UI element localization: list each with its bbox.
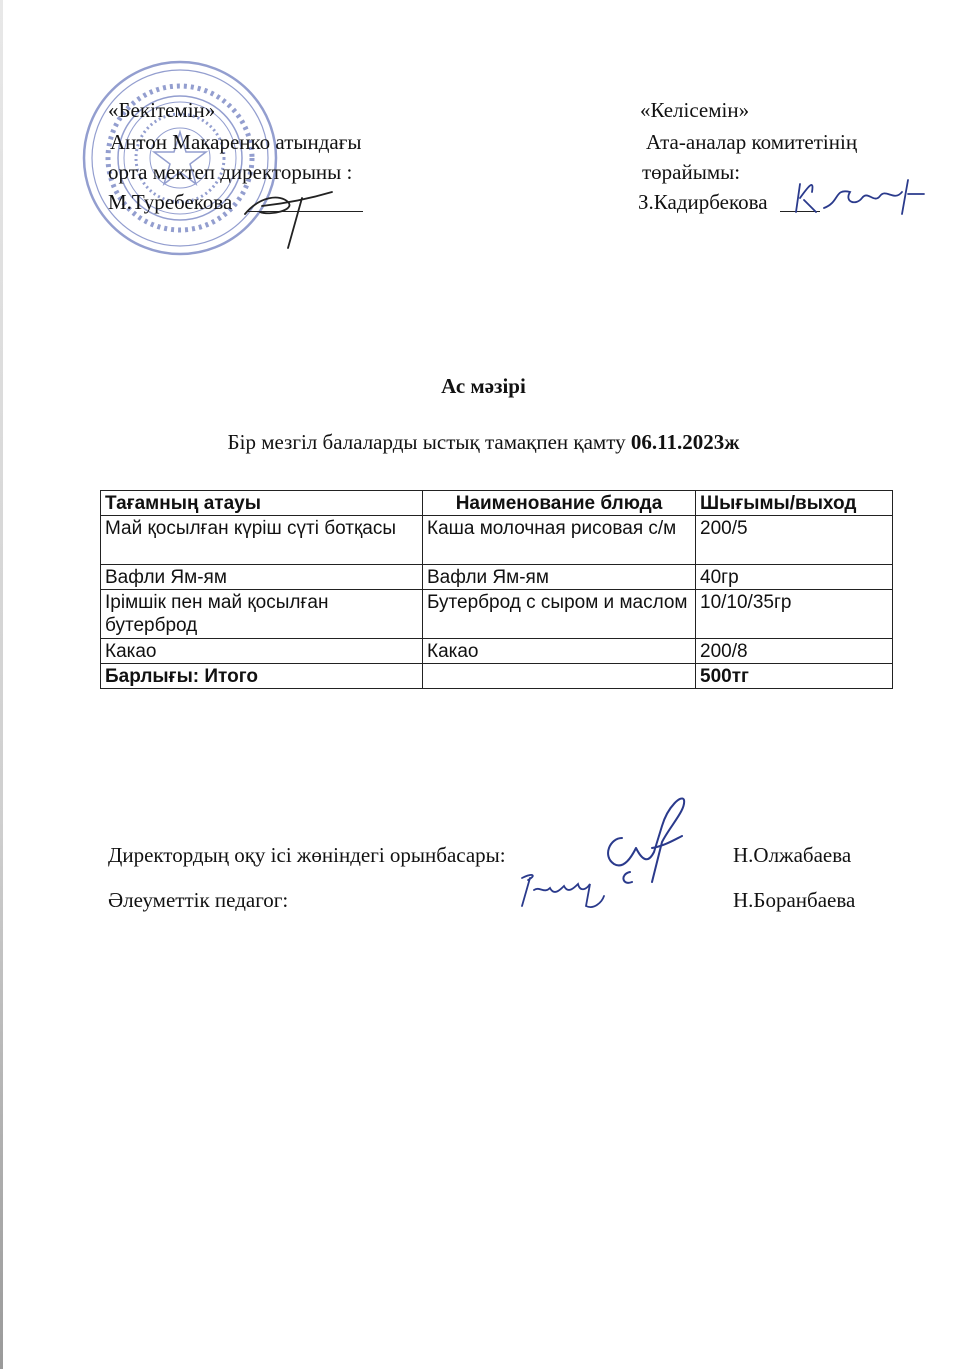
consent-label: «Келісемін»	[640, 98, 750, 122]
header-output: Шығымы/выход	[696, 491, 893, 516]
approval-director: орта мектеп директорыны :	[108, 160, 353, 184]
subtitle-date: 06.11.2023ж	[630, 430, 740, 454]
subtitle-text: Бір мезгіл балаларды ыстық тамақпен қамту	[227, 430, 626, 454]
cell-kz: Вафли Ям-ям	[101, 565, 423, 590]
pedagogue-signature	[514, 866, 614, 916]
cell-kz: Какао	[101, 639, 423, 664]
cell-kz: Май қосылған күріш сүті ботқасы	[101, 516, 423, 565]
deputy-title: Директордың оқу ісі жөніндегі орынбасары:	[108, 843, 506, 867]
cell-kz: Ірімшік пен май қосылған бутерброд	[101, 590, 423, 639]
cell-out: 200/5	[696, 516, 893, 565]
approval-school: Антон Макаренко атындағы	[110, 130, 362, 154]
header-kz-name: Тағамның атауы	[101, 491, 423, 516]
cell-out: 10/10/35гр	[696, 590, 893, 639]
total-output: 500тг	[696, 664, 893, 689]
table-header-row	[101, 491, 893, 516]
table-row	[101, 565, 893, 590]
table-row	[101, 590, 893, 639]
cell-ru: Вафли Ям-ям	[423, 565, 696, 590]
consent-name: З.Кадирбекова	[638, 190, 768, 214]
total-ru	[423, 664, 696, 689]
committee-signature	[790, 172, 930, 222]
table-row	[101, 516, 893, 565]
cell-ru: Бутерброд с сыром и маслом	[423, 590, 696, 639]
director-signature	[240, 176, 340, 251]
total-label: Барлығы: Итого	[101, 664, 423, 689]
cell-out: 40гр	[696, 565, 893, 590]
page-title: Ас мәзірі	[441, 374, 526, 398]
approval-name: М.Туребекова	[108, 190, 233, 214]
cell-ru: Какао	[423, 639, 696, 664]
menu-table	[100, 490, 893, 689]
table-total-row	[101, 664, 893, 689]
cell-ru: Каша молочная рисовая с/м	[423, 516, 696, 565]
header-ru-name: Наименование блюда	[423, 491, 696, 516]
page-edge	[0, 0, 3, 1369]
consent-committee: Ата-аналар комитетінің	[646, 130, 858, 154]
page-subtitle	[0, 430, 967, 455]
deputy-name: Н.Олжабаева	[733, 843, 852, 867]
pedagogue-name: Н.Боранбаева	[733, 888, 856, 912]
approval-label: «Бекітемін»	[108, 98, 216, 122]
pedagogue-title: Әлеуметтік педагог:	[108, 888, 289, 912]
table-row	[101, 639, 893, 664]
cell-out: 200/8	[696, 639, 893, 664]
consent-chair: төрайымы:	[642, 160, 741, 184]
